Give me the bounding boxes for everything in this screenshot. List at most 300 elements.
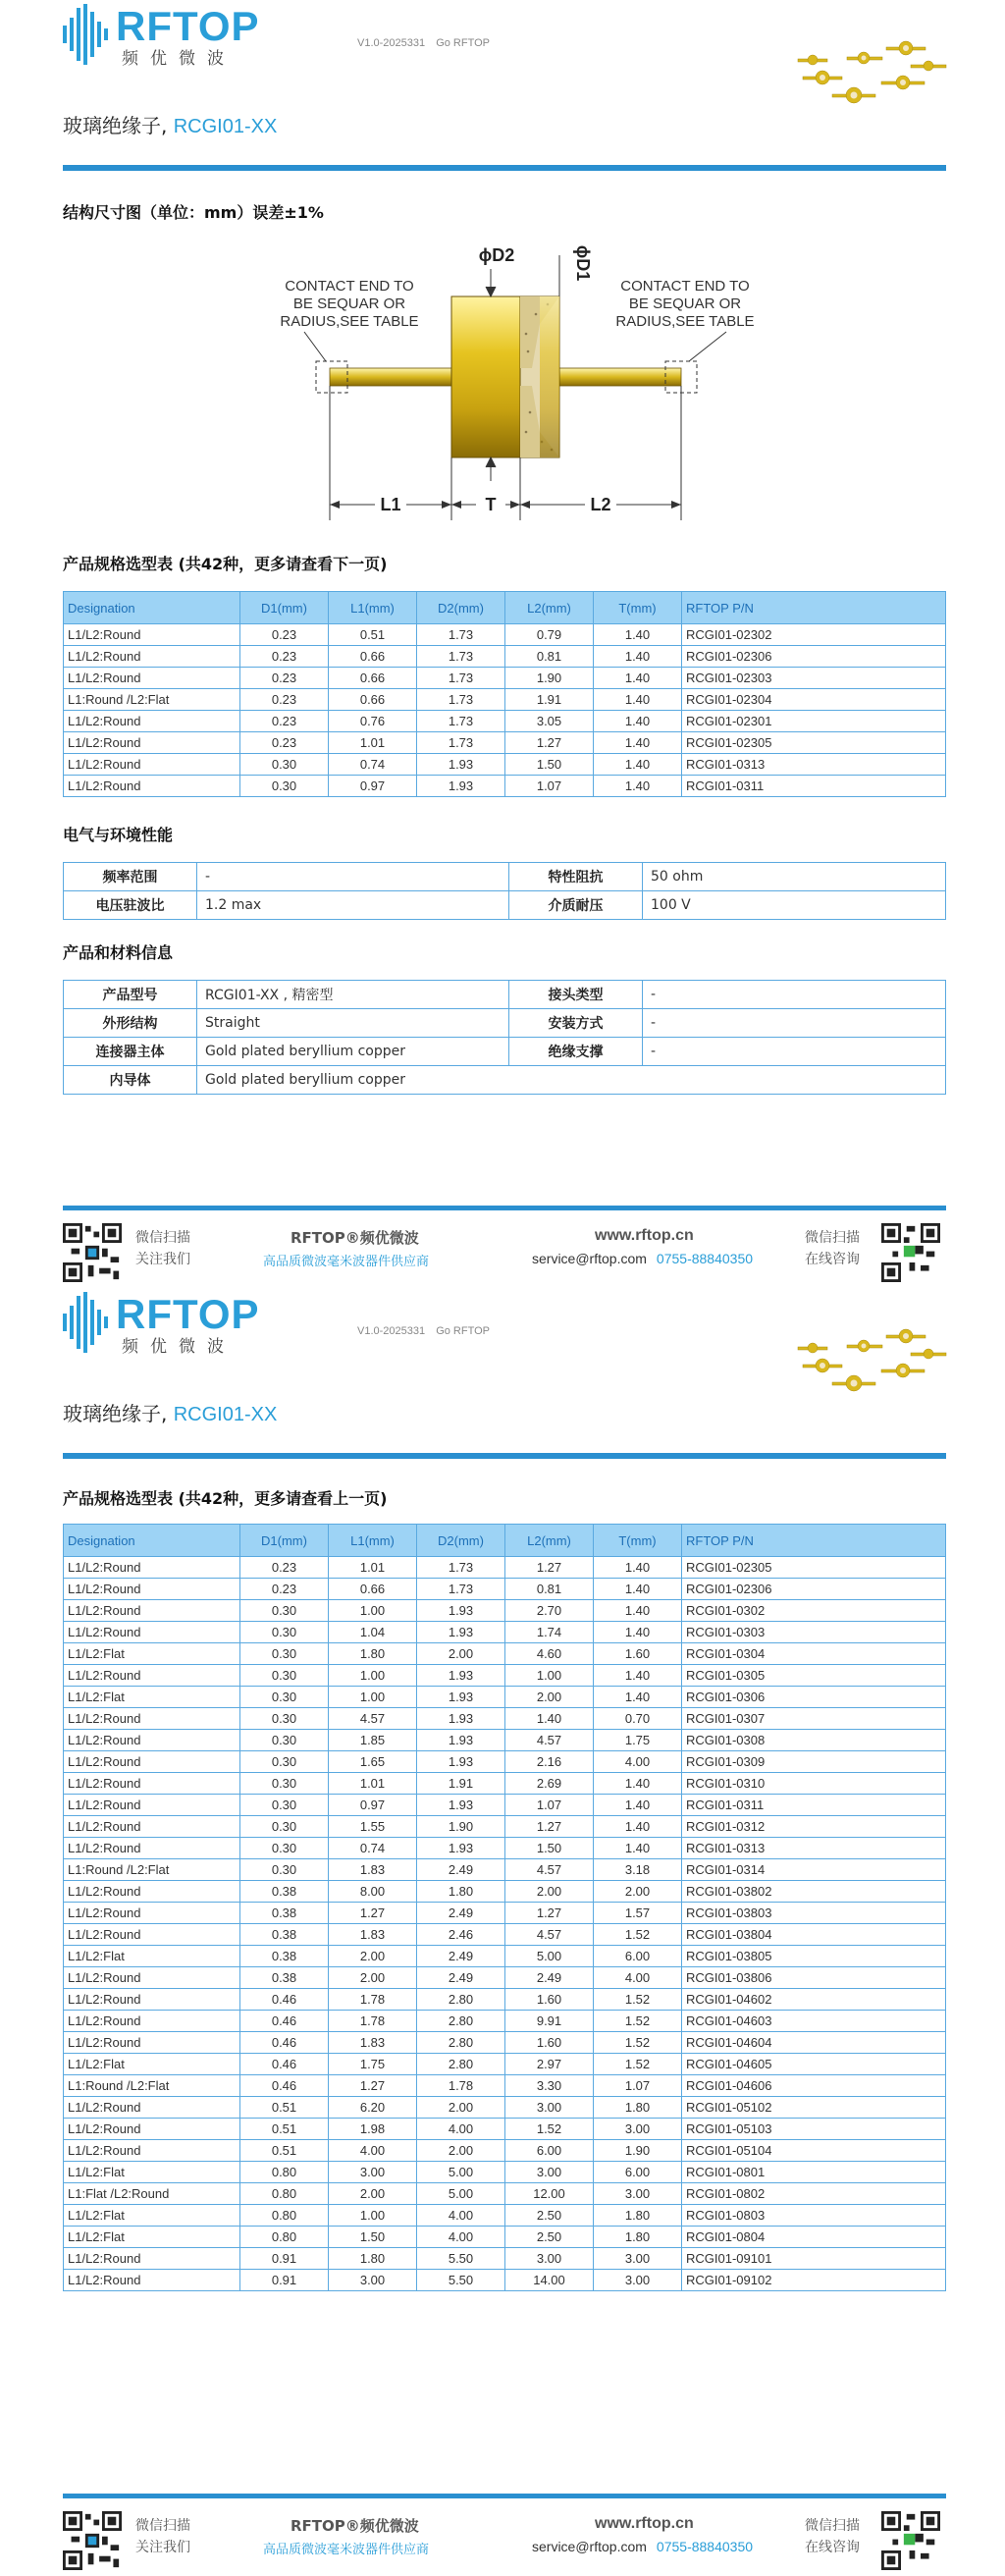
table-row (64, 1838, 946, 1859)
footer-wechat-left (135, 1227, 190, 1270)
table-row (64, 2270, 946, 2291)
table-cell: 1.80 (594, 2227, 682, 2248)
table-cell: 1.40 (594, 1665, 682, 1687)
header-divider (63, 165, 946, 171)
kv-row (64, 1009, 946, 1038)
table-cell: L1/L2:Round (64, 1795, 240, 1816)
table-cell: L1/L2:Round (64, 2270, 240, 2291)
table-cell: 1.80 (329, 1643, 417, 1665)
table-cell: 1.52 (594, 1924, 682, 1946)
table-cell: 1.83 (329, 1924, 417, 1946)
table-cell: RCGI01-0308 (682, 1730, 946, 1751)
table-row (64, 1557, 946, 1579)
table-row (64, 689, 946, 711)
table-cell: 1.40 (594, 1838, 682, 1859)
table-cell: 4.60 (505, 1643, 594, 1665)
table-header-row (64, 592, 946, 624)
table-cell: RCGI01-04605 (682, 2054, 946, 2075)
table-cell: L1/L2:Flat (64, 2205, 240, 2227)
table-cell: 0.97 (329, 1795, 417, 1816)
kv-label: 介质耐压 (509, 891, 643, 920)
kv-value: 50 ohm (643, 863, 946, 891)
table-row (64, 732, 946, 754)
table-cell: 8.00 (329, 1881, 417, 1903)
table-cell: 3.00 (329, 2270, 417, 2291)
table-row (64, 1708, 946, 1730)
table-cell: 0.30 (240, 1795, 329, 1816)
footer-phone[interactable]: 0755-88840350 (656, 1251, 754, 1266)
table-cell: RCGI01-02305 (682, 732, 946, 754)
table-cell: 0.30 (240, 1838, 329, 1859)
dim-d2: ϕD2 (478, 245, 515, 265)
kv-row (64, 891, 946, 920)
kv-row (64, 981, 946, 1009)
table-cell: 1.75 (594, 1730, 682, 1751)
table-cell: 0.23 (240, 1579, 329, 1600)
wechat-left-line-1: 微信扫描 (135, 2518, 190, 2534)
footer-phone[interactable]: 0755-88840350 (656, 2539, 754, 2554)
electrical-heading: 电气与环境性能 (63, 826, 174, 844)
table-cell: 1.40 (594, 1795, 682, 1816)
table-cell: RCGI01-03802 (682, 1881, 946, 1903)
column-header: Designation (64, 592, 240, 624)
kv-row (64, 1066, 946, 1095)
table-cell: RCGI01-0802 (682, 2183, 946, 2205)
dim-t: T (485, 495, 497, 514)
table-cell: 2.97 (505, 2054, 594, 2075)
table-cell: L1/L2:Round (64, 1622, 240, 1643)
table-cell: 1.27 (505, 1816, 594, 1838)
table-cell: 4.00 (594, 1751, 682, 1773)
table-cell: 2.16 (505, 1751, 594, 1773)
table-cell: 1.00 (329, 2205, 417, 2227)
wechat-right-line-1: 微信扫描 (805, 1230, 860, 1246)
table-cell: L1/L2:Round (64, 1730, 240, 1751)
logo-brand: RFTOP (116, 3, 260, 49)
table-cell: 0.30 (240, 776, 329, 797)
table-cell: 2.00 (417, 2097, 505, 2119)
table-cell: 1.90 (417, 1816, 505, 1838)
table-cell: 1.40 (594, 1600, 682, 1622)
table-cell: 1.01 (329, 1557, 417, 1579)
kv-label: 内导体 (64, 1066, 197, 1095)
table-cell: L1/L2:Round (64, 1579, 240, 1600)
table-row (64, 2054, 946, 2075)
table-cell: 1.52 (594, 2032, 682, 2054)
table-cell: 1.93 (417, 776, 505, 797)
table-cell: L1/L2:Round (64, 624, 240, 646)
table-row (64, 1730, 946, 1751)
table-cell: 1.73 (417, 1557, 505, 1579)
table-cell: RCGI01-05102 (682, 2097, 946, 2119)
table-cell: 2.00 (329, 1946, 417, 1967)
table-cell: L1/L2:Round (64, 646, 240, 668)
table-cell: 2.00 (505, 1881, 594, 1903)
table-cell: 2.80 (417, 2032, 505, 2054)
table-cell: 1.27 (505, 732, 594, 754)
table-cell: 0.30 (240, 1773, 329, 1795)
table-cell: L1/L2:Flat (64, 1643, 240, 1665)
table-cell: 0.30 (240, 1643, 329, 1665)
table-cell: RCGI01-02306 (682, 646, 946, 668)
wechat-right-line-2: 在线咨询 (805, 1252, 860, 1267)
table-cell: 0.97 (329, 776, 417, 797)
table-cell: 0.46 (240, 2075, 329, 2097)
table-cell: 1.83 (329, 2032, 417, 2054)
table-cell: 1.93 (417, 1687, 505, 1708)
note-right-line-1: CONTACT END TO (620, 278, 750, 295)
kv-label: 电压驻波比 (64, 891, 197, 920)
table-header-row (64, 1525, 946, 1557)
table-cell: RCGI01-04603 (682, 2011, 946, 2032)
table-cell: L1/L2:Round (64, 2119, 240, 2140)
table-cell: 2.80 (417, 1989, 505, 2011)
table-cell: 1.73 (417, 668, 505, 689)
table-cell: RCGI01-0304 (682, 1643, 946, 1665)
table-cell: 2.49 (417, 1946, 505, 1967)
table-cell: 0.80 (240, 2205, 329, 2227)
kv-label: 连接器主体 (64, 1038, 197, 1066)
footer-brand: RFTOP®频优微波 (291, 2517, 419, 2535)
table-row (64, 668, 946, 689)
table-cell: 3.00 (505, 2097, 594, 2119)
table-cell: 1.60 (505, 2032, 594, 2054)
table-cell: 1.78 (329, 1989, 417, 2011)
table-cell: 1.90 (505, 668, 594, 689)
rftop-logo[interactable] (63, 1288, 279, 1359)
table-row (64, 2248, 946, 2270)
table-row (64, 1600, 946, 1622)
table-cell: L1/L2:Round (64, 2248, 240, 2270)
qr-code-follow-icon[interactable] (63, 1223, 122, 1282)
table-row (64, 2205, 946, 2227)
table-cell: 1.93 (417, 1665, 505, 1687)
table-cell: 1.52 (594, 1989, 682, 2011)
table-cell: RCGI01-04602 (682, 1989, 946, 2011)
table-cell: 4.00 (417, 2119, 505, 2140)
table-cell: 4.57 (505, 1859, 594, 1881)
table-cell: 1.83 (329, 1859, 417, 1881)
table-cell: RCGI01-0310 (682, 1773, 946, 1795)
logo-brand-cn: 频优微波 (122, 49, 236, 69)
kv-label: 安装方式 (509, 1009, 643, 1038)
footer-slogan: 高品质微波毫米波器件供应商 (263, 2543, 430, 2557)
table-cell: L1/L2:Round (64, 776, 240, 797)
table-cell: 1.93 (417, 1795, 505, 1816)
table-cell: 0.51 (240, 2097, 329, 2119)
table-cell: 1.93 (417, 1600, 505, 1622)
table-cell: RCGI01-0801 (682, 2162, 946, 2183)
table-cell: L1/L2:Round (64, 732, 240, 754)
logo-brand-cn: 频优微波 (122, 1337, 236, 1357)
product-photo-icon (793, 1325, 950, 1404)
kv-value: Gold plated beryllium copper (197, 1066, 946, 1095)
table-cell: 1.91 (505, 689, 594, 711)
table-cell: 0.38 (240, 1881, 329, 1903)
table-cell: RCGI01-09102 (682, 2270, 946, 2291)
note-left-line-2: BE SEQUAR OR (292, 295, 406, 312)
table-cell: 0.23 (240, 646, 329, 668)
kv-value: - (197, 863, 509, 891)
table-cell: 0.66 (329, 1579, 417, 1600)
table-cell: 4.57 (505, 1730, 594, 1751)
table-cell: 1.50 (505, 1838, 594, 1859)
table-cell: 1.52 (594, 2054, 682, 2075)
title-prefix: 玻璃绝缘子, (63, 1402, 168, 1425)
column-header: RFTOP P/N (682, 1525, 946, 1557)
table-cell: 1.40 (594, 776, 682, 797)
table-cell: RCGI01-0305 (682, 1665, 946, 1687)
table-row (64, 711, 946, 732)
column-header: L1(mm) (329, 1525, 417, 1557)
table-cell: 1.00 (329, 1687, 417, 1708)
table-row (64, 2183, 946, 2205)
table-cell: 2.00 (417, 1643, 505, 1665)
table-cell: 1.40 (594, 1773, 682, 1795)
table-cell: 1.60 (505, 1989, 594, 2011)
table-cell: RCGI01-0311 (682, 776, 946, 797)
table-cell: 4.00 (329, 2140, 417, 2162)
table-cell: 3.00 (505, 2162, 594, 2183)
page-2 (0, 1288, 1005, 2576)
dim-l1: L1 (380, 495, 401, 514)
table-row (64, 1816, 946, 1838)
table-row (64, 1751, 946, 1773)
footer-divider (63, 1206, 946, 1210)
table-cell: 2.80 (417, 2054, 505, 2075)
table-cell: L1/L2:Round (64, 2011, 240, 2032)
table-cell: L1:Round /L2:Flat (64, 689, 240, 711)
table-cell: 1.40 (594, 1816, 682, 1838)
table-cell: 1.07 (594, 2075, 682, 2097)
table-cell: 2.50 (505, 2227, 594, 2248)
table-cell: 1.75 (329, 2054, 417, 2075)
table-cell: 2.49 (417, 1903, 505, 1924)
table-cell: 1.73 (417, 689, 505, 711)
table-cell: 3.05 (505, 711, 594, 732)
table-cell: 2.50 (505, 2205, 594, 2227)
table-cell: RCGI01-0312 (682, 1816, 946, 1838)
table-cell: 1.52 (594, 2011, 682, 2032)
table-cell: 0.74 (329, 1838, 417, 1859)
table-row (64, 2140, 946, 2162)
table-cell: 1.01 (329, 1773, 417, 1795)
table-cell: 2.49 (505, 1967, 594, 1989)
table-cell: RCGI01-02303 (682, 668, 946, 689)
kv-value: - (643, 981, 946, 1009)
title-code: RCGI01-XX (173, 1404, 278, 1425)
footer-website[interactable]: www.rftop.cn (595, 2515, 694, 2532)
table-cell: 1.40 (594, 1687, 682, 1708)
materials-table (63, 980, 946, 1095)
table-cell: 0.46 (240, 2032, 329, 2054)
qr-code-follow-icon[interactable] (63, 2511, 122, 2570)
column-header: D1(mm) (240, 1525, 329, 1557)
table-cell: RCGI01-0804 (682, 2227, 946, 2248)
electrical-table (63, 862, 946, 920)
table-cell: L1/L2:Round (64, 1816, 240, 1838)
rftop-logo[interactable] (63, 0, 279, 71)
table-cell: 1.73 (417, 732, 505, 754)
table-cell: L1/L2:Flat (64, 1946, 240, 1967)
kv-value: - (643, 1038, 946, 1066)
table-cell: L1/L2:Round (64, 1557, 240, 1579)
table-cell: 0.70 (594, 1708, 682, 1730)
table-row (64, 1579, 946, 1600)
logo-bars-icon (63, 1292, 108, 1353)
table-cell: 1.80 (329, 2248, 417, 2270)
table-cell: 0.30 (240, 1687, 329, 1708)
kv-label: 接头类型 (509, 981, 643, 1009)
table-cell: 0.46 (240, 2011, 329, 2032)
kv-value: RCGI01-XX , 精密型 (197, 981, 509, 1009)
column-header: Designation (64, 1525, 240, 1557)
table-cell: 1.00 (329, 1600, 417, 1622)
table-cell: 1.78 (329, 2011, 417, 2032)
footer-contact (532, 1251, 753, 1266)
table-cell: 1.00 (329, 1665, 417, 1687)
go-rftop-link[interactable]: Go RFTOP (436, 37, 490, 49)
table-cell: 1.27 (505, 1903, 594, 1924)
wechat-left-line-1: 微信扫描 (135, 1230, 190, 1246)
table-cell: 1.78 (417, 2075, 505, 2097)
dim-l2: L2 (590, 495, 611, 514)
table-cell: RCGI01-05103 (682, 2119, 946, 2140)
wechat-right-line-2: 在线咨询 (805, 2540, 860, 2555)
footer-email[interactable]: service@rftop.com (532, 1251, 647, 1266)
table-cell: 0.46 (240, 2054, 329, 2075)
table-cell: RCGI01-05104 (682, 2140, 946, 2162)
table-cell: L1/L2:Round (64, 1773, 240, 1795)
table-cell: 0.38 (240, 1924, 329, 1946)
table-cell: 14.00 (505, 2270, 594, 2291)
table-cell: 6.00 (505, 2140, 594, 2162)
table-cell: 1.00 (505, 1665, 594, 1687)
spec-table-page2 (63, 1524, 946, 2291)
kv-value: Gold plated beryllium copper (197, 1038, 509, 1066)
table-cell: 2.69 (505, 1773, 594, 1795)
qr-code-consult-icon[interactable] (881, 2511, 940, 2570)
kv-label: 产品型号 (64, 981, 197, 1009)
footer-wechat-right (805, 2515, 860, 2558)
table-cell: L1/L2:Flat (64, 2227, 240, 2248)
table-row (64, 1881, 946, 1903)
table-cell: RCGI01-0803 (682, 2205, 946, 2227)
table-cell: L1/L2:Round (64, 2140, 240, 2162)
table-cell: RCGI01-03806 (682, 1967, 946, 1989)
table-cell: 0.51 (240, 2119, 329, 2140)
table-cell: 1.73 (417, 711, 505, 732)
table-cell: 4.57 (329, 1708, 417, 1730)
table-cell: 0.91 (240, 2248, 329, 2270)
table-cell: 1.80 (594, 2097, 682, 2119)
spec-table-page1 (63, 591, 946, 797)
note-right-line-3: RADIUS,SEE TABLE (615, 313, 755, 330)
table-cell: 1.40 (594, 624, 682, 646)
table-cell: 0.23 (240, 624, 329, 646)
footer-wechat-left (135, 2515, 190, 2558)
table-cell: 2.49 (417, 1967, 505, 1989)
table-cell: 0.66 (329, 646, 417, 668)
version-label: V1.0-2025331 (357, 37, 426, 49)
column-header: D2(mm) (417, 1525, 505, 1557)
table-row (64, 776, 946, 797)
qr-code-consult-icon[interactable] (881, 1223, 940, 1282)
table-row (64, 624, 946, 646)
table-cell: 0.30 (240, 1708, 329, 1730)
version-info (357, 37, 498, 49)
table-row (64, 1795, 946, 1816)
table-cell: 2.46 (417, 1924, 505, 1946)
table-cell: 1.27 (329, 1903, 417, 1924)
table-cell: 4.00 (417, 2227, 505, 2248)
table-cell: 1.50 (329, 2227, 417, 2248)
table-cell: 3.00 (594, 2270, 682, 2291)
table-cell: 0.80 (240, 2162, 329, 2183)
table-cell: 0.38 (240, 1903, 329, 1924)
column-header: L1(mm) (329, 592, 417, 624)
table-cell: RCGI01-0302 (682, 1600, 946, 1622)
table-cell: 1.73 (417, 624, 505, 646)
table-cell: RCGI01-0306 (682, 1687, 946, 1708)
table-cell: 1.93 (417, 754, 505, 776)
table-cell: L1/L2:Round (64, 1924, 240, 1946)
table-cell: 5.50 (417, 2248, 505, 2270)
table-cell: 0.91 (240, 2270, 329, 2291)
table-cell: 3.00 (594, 2248, 682, 2270)
table-cell: 1.65 (329, 1751, 417, 1773)
table-row (64, 1989, 946, 2011)
table-cell: 0.38 (240, 1967, 329, 1989)
table-cell: 1.80 (594, 2205, 682, 2227)
table-cell: L1:Flat /L2:Round (64, 2183, 240, 2205)
table-cell: 3.00 (505, 2248, 594, 2270)
table-cell: RCGI01-0313 (682, 1838, 946, 1859)
dimension-drawing (265, 236, 756, 530)
title-prefix: 玻璃绝缘子, (63, 114, 168, 137)
table-cell: 2.49 (417, 1859, 505, 1881)
table-cell: 1.90 (594, 2140, 682, 2162)
table-cell: L1:Round /L2:Flat (64, 2075, 240, 2097)
footer-website[interactable]: www.rftop.cn (595, 1227, 694, 1244)
table-cell: 1.93 (417, 1622, 505, 1643)
table-row (64, 1924, 946, 1946)
table-cell: 0.46 (240, 1989, 329, 2011)
note-right-line-2: BE SEQUAR OR (628, 295, 742, 312)
table-cell: 0.80 (240, 2227, 329, 2248)
table-row (64, 754, 946, 776)
kv-label: 特性阻抗 (509, 863, 643, 891)
table-row (64, 2097, 946, 2119)
table-cell: 0.23 (240, 711, 329, 732)
table-cell: 0.30 (240, 1622, 329, 1643)
table-cell: RCGI01-02302 (682, 624, 946, 646)
table-cell: RCGI01-04606 (682, 2075, 946, 2097)
table-row (64, 1967, 946, 1989)
kv-value: Straight (197, 1009, 509, 1038)
footer-email[interactable]: service@rftop.com (532, 2539, 647, 2554)
table-cell: 0.74 (329, 754, 417, 776)
note-left-line-3: RADIUS,SEE TABLE (280, 313, 419, 330)
column-header: T(mm) (594, 1525, 682, 1557)
table-cell: 0.80 (240, 2183, 329, 2205)
table1-heading: 产品规格选型表 (共42种，更多请查看下一页) (63, 555, 388, 573)
go-rftop-link[interactable]: Go RFTOP (436, 1325, 490, 1337)
footer-divider (63, 2494, 946, 2498)
table-cell: 1.01 (329, 732, 417, 754)
table-cell: RCGI01-03803 (682, 1903, 946, 1924)
page-title (63, 110, 277, 138)
